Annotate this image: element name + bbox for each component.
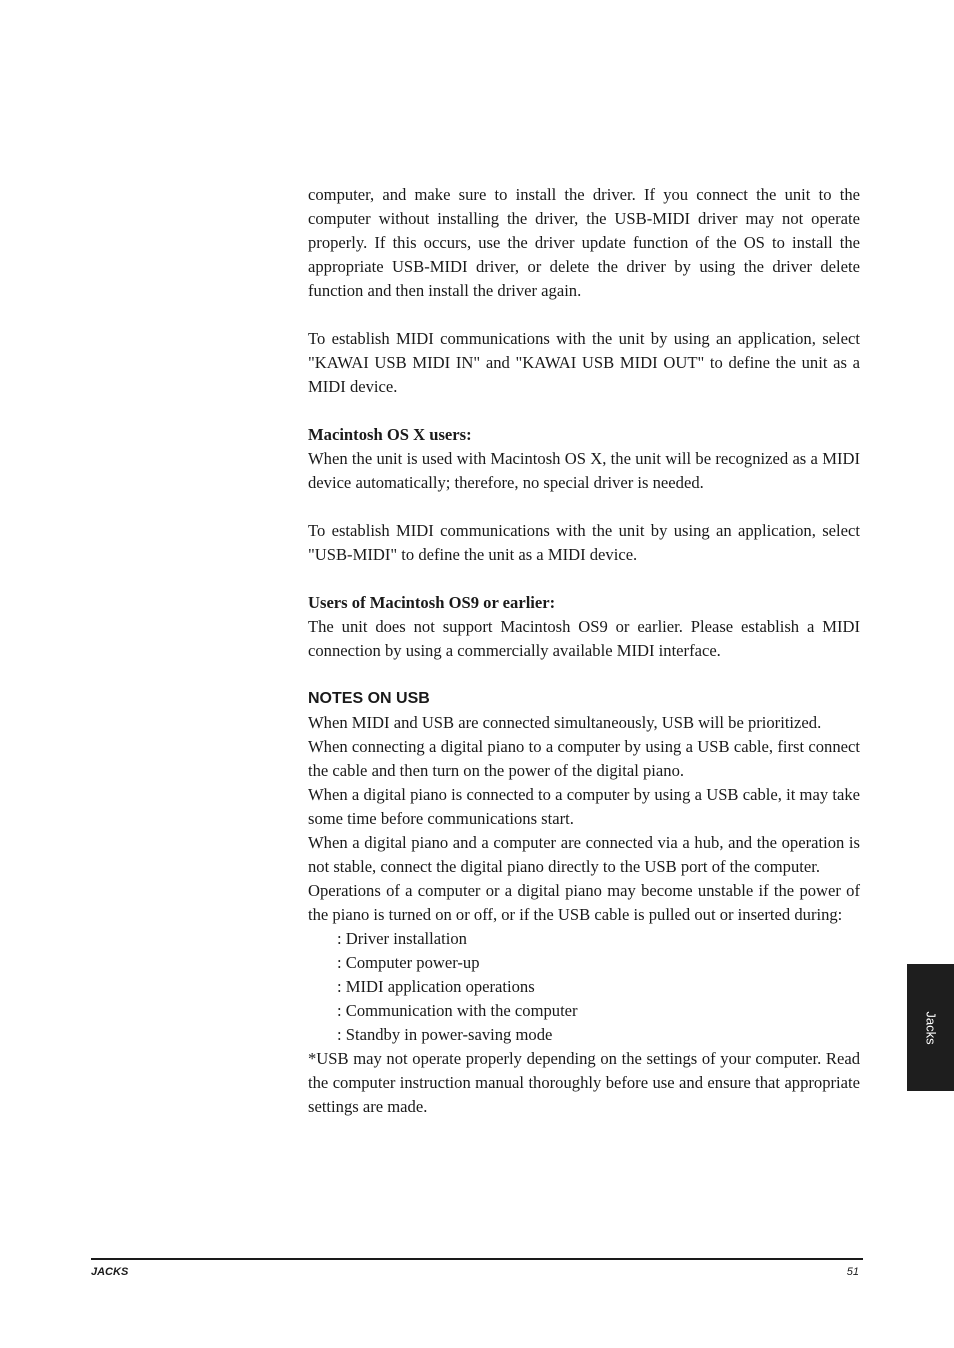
- note-item: When MIDI and USB are connected simultaneously, USB will be prioritized.: [308, 713, 822, 732]
- heading-notes-on-usb: NOTES ON USB: [308, 690, 430, 707]
- side-tab-label: Jacks: [923, 1010, 938, 1045]
- section-side-tab: [907, 964, 954, 1091]
- bullet-item: : Driver installation: [337, 929, 467, 948]
- paragraph-osx-midi: To establish MIDI communications with the unit by using an application, select "USB-MIDI" to define the unit as a MIDI device.: [308, 521, 860, 564]
- final-note: *USB may not operate properly depending on the settings of your computer. Read the computer instruction manual thoroughly before use and ensure that appropriate settings are made.: [308, 1049, 860, 1116]
- paragraph-driver-install: computer, and make sure to install the driver. If you connect the unit to the computer without installing the driver, the USB-MIDI driver may not operate properly. If this occurs, use the driver update function of the OS to install the appropriate USB-MIDI driver, or delete the driver by using the driver delete function and then install the driver again.: [308, 185, 860, 300]
- heading-osx-users: Macintosh OS X users:: [308, 425, 472, 444]
- note-item: When a digital piano is connected to a computer by using a USB cable, it may take some time before communications start.: [308, 785, 860, 828]
- footer-page-number: 51: [846, 1266, 859, 1278]
- footer-section-name: JACKS: [91, 1266, 129, 1278]
- bullet-item: : Communication with the computer: [337, 1001, 578, 1020]
- main-content: [308, 183, 860, 1119]
- paragraph-os9: The unit does not support Macintosh OS9 or earlier. Please establish a MIDI connection by using a commercially available MIDI interface.: [308, 617, 860, 660]
- heading-os9-users: Users of Macintosh OS9 or earlier:: [308, 593, 556, 612]
- footer-divider: [91, 1258, 863, 1260]
- paragraph-midi-windows: To establish MIDI communications with the unit by using an application, select "KAWAI USB MIDI IN" and "KAWAI USB MIDI OUT" to define the unit as a MIDI device.: [308, 329, 860, 396]
- note-item: When connecting a digital piano to a computer by using a USB cable, first connect the cable and then turn on the power of the digital piano.: [308, 737, 860, 780]
- note-item: Operations of a computer or a digital piano may become unstable if the power of the piano is turned on or off, or if the USB cable is pulled out or inserted during:: [308, 881, 860, 924]
- bullet-item: : Standby in power-saving mode: [337, 1025, 553, 1044]
- paragraph-osx-recognition: When the unit is used with Macintosh OS X, the unit will be recognized as a MIDI device automatically; therefore, no special driver is needed.: [308, 449, 860, 492]
- bullet-item: : Computer power-up: [337, 953, 480, 972]
- note-item: When a digital piano and a computer are connected via a hub, and the operation is not stable, connect the digital piano directly to the USB port of the computer.: [308, 833, 860, 876]
- bullet-item: : MIDI application operations: [337, 977, 535, 996]
